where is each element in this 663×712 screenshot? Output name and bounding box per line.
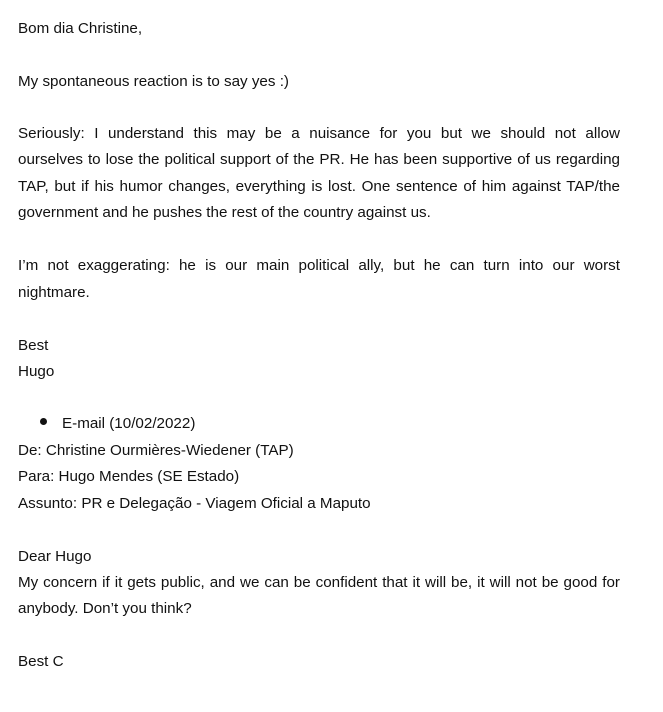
paragraph2-line-1: I’m not exaggerating: he is our main political ally, but he can turn into our worst: [18, 257, 620, 274]
reply-body-line-2: anybody. Don’t you think?: [18, 600, 192, 617]
paragraph2-line-2: nightmare.: [18, 284, 90, 301]
to-line: Para: Hugo Mendes (SE Estado): [18, 468, 240, 485]
paragraph1-line-2: ourselves to lose the political support of the PR. He has been supportive of us regarding: [18, 151, 620, 168]
paragraph1-line-4: government and he pushes the rest of the country against us.: [18, 204, 431, 221]
signature-line: Hugo: [18, 363, 55, 380]
paragraph1-line-1: Seriously: I understand this may be a nuisance for you but we should not allow: [18, 125, 620, 142]
reaction-line: My spontaneous reaction is to say yes :): [18, 73, 289, 90]
greeting-line: Bom dia Christine,: [18, 20, 143, 37]
subject-line: Assunto: PR e Delegação - Viagem Oficial a Maputo: [18, 495, 371, 512]
email-date-text: E-mail (10/02/2022): [62, 415, 196, 432]
from-line: De: Christine Ourmières-Wiedener (TAP): [18, 442, 294, 459]
signoff-line: Best: [18, 337, 49, 354]
email-date-bullet: [40, 414, 195, 434]
reply-body-line-1: My concern if it gets public, and we can be confident that it will be, it will not be good for: [18, 574, 620, 591]
paragraph1-line-3: TAP, but if his humor changes, everything is lost. One sentence of him against TAP/the: [18, 178, 620, 195]
reply-greeting-line: Dear Hugo: [18, 548, 92, 565]
bullet-dot-icon: [40, 418, 47, 425]
reply-signoff-line: Best C: [18, 653, 64, 670]
